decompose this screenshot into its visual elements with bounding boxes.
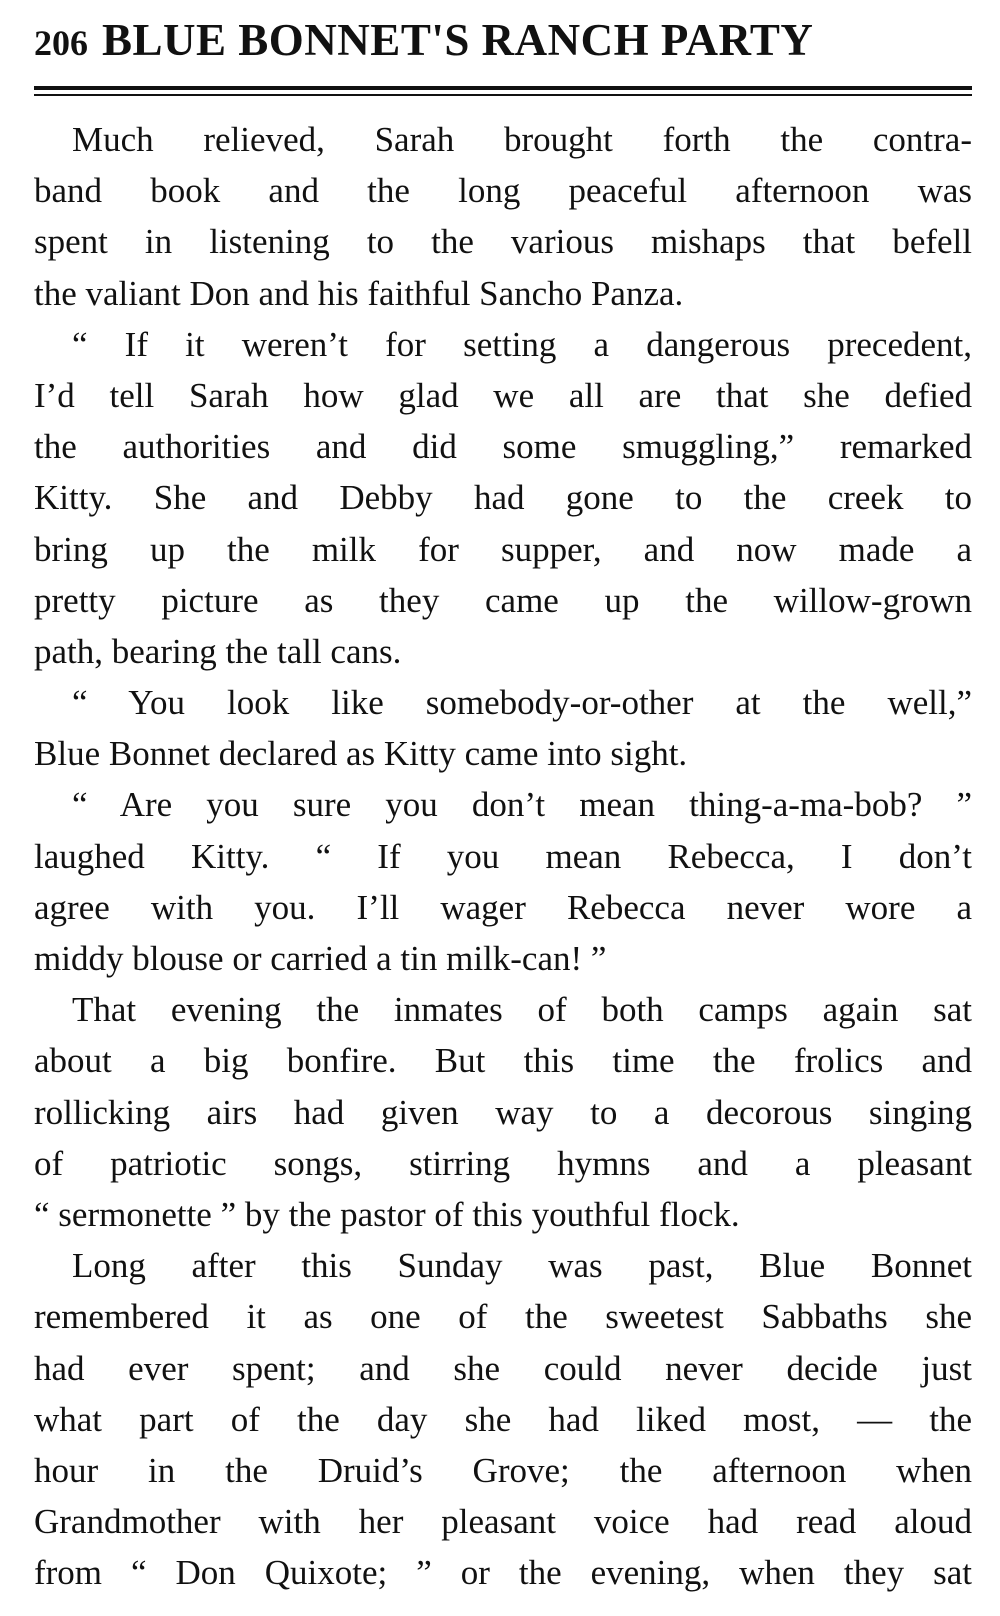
text-line: “ Are you sure you don’t mean thing-a-ma-bob? ”	[72, 785, 972, 825]
header-rule-thick	[34, 86, 972, 90]
text-line: the authorities and did some smuggling,” remarked	[34, 427, 972, 467]
text-line: middy blouse or carried a tin milk-can! ”	[34, 939, 607, 978]
text-line: Blue Bonnet declared as Kitty came into sight.	[34, 734, 688, 774]
text-line: “ You look like somebody-or-other at the well,”	[72, 683, 972, 723]
text-line: laughed Kitty. “ If you mean Rebecca, I don’t	[34, 836, 972, 876]
text-line: “ If it weren’t for setting a dangerous precedent,	[72, 324, 972, 364]
text-line: Grandmother with her pleasant voice had read aloud	[34, 1502, 972, 1542]
text-line: pretty picture as they came up the willow-grown	[34, 580, 972, 620]
text-line: hour in the Druid’s Grove; the afternoon when	[34, 1450, 972, 1490]
text-line: Long after this Sunday was past, Blue Bonnet	[72, 1246, 972, 1286]
text-line: what part of the day she had liked most, — the	[34, 1399, 972, 1439]
body-text	[34, 114, 972, 1598]
text-line: the valiant Don and his faithful Sancho Panza.	[34, 273, 684, 313]
text-line: band book and the long peaceful afternoon was	[34, 171, 972, 211]
header-rule-thin	[34, 94, 972, 96]
text-line: Much relieved, Sarah brought forth the contra-	[72, 120, 972, 159]
page-number: 206	[34, 23, 88, 63]
text-line: agree with you. I’ll wager Rebecca never wore a	[34, 887, 972, 927]
page-header	[34, 14, 972, 70]
text-line: path, bearing the tall cans.	[34, 631, 402, 671]
text-line: Kitty. She and Debby had gone to the creek to	[34, 478, 972, 518]
text-line: about a big bonfire. But this time the frolics and	[34, 1041, 972, 1081]
running-title: BLUE BONNET'S RANCH PARTY	[102, 15, 814, 65]
text-line: of patriotic songs, stirring hymns and a pleasant	[34, 1143, 972, 1183]
text-line: had ever spent; and she could never decide just	[34, 1348, 972, 1388]
text-line: bring up the milk for supper, and now made a	[34, 529, 972, 569]
text-line: remembered it as one of the sweetest Sabbaths she	[34, 1297, 972, 1337]
text-line: I’d tell Sarah how glad we all are that she defied	[34, 375, 972, 415]
text-line: spent in listening to the various mishaps that befell	[34, 222, 972, 262]
text-line: from “ Don Quixote; ” or the evening, when they sat	[34, 1553, 972, 1593]
text-line: rollicking airs had given way to a decorous singing	[34, 1092, 972, 1132]
text-line: “ sermonette ” by the pastor of this youthful flock.	[34, 1194, 740, 1234]
text-line: That evening the inmates of both camps again sat	[72, 990, 972, 1030]
